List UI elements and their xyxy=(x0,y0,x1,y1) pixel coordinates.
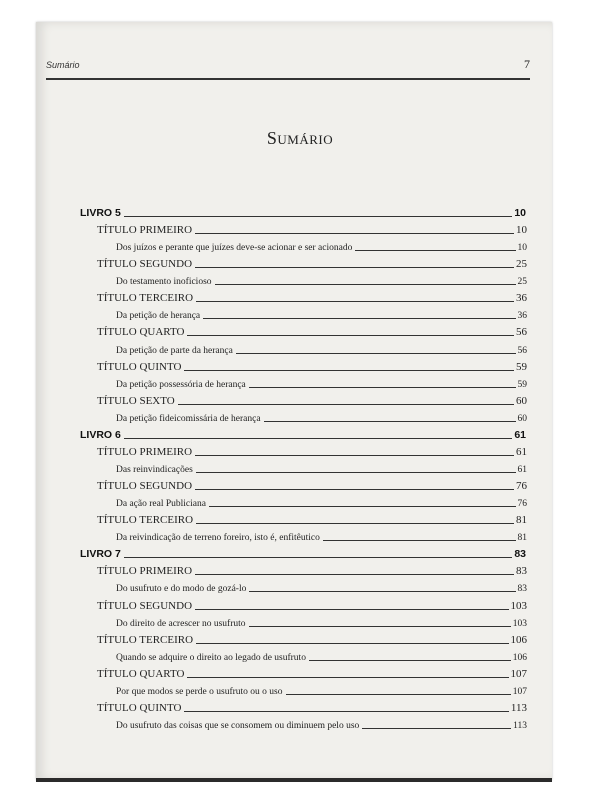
toc-entry-label: LIVRO 6 xyxy=(80,428,121,441)
toc-entry-page: 25 xyxy=(516,258,527,271)
toc-leader-line xyxy=(249,387,516,388)
toc-entry-cap xyxy=(116,307,527,321)
toc-entry-cap xyxy=(116,461,527,475)
toc-entry-page: 103 xyxy=(512,618,527,629)
toc-entry-titulo xyxy=(97,478,527,492)
toc-entry-titulo xyxy=(97,290,527,304)
toc-entry-label: TÍTULO PRIMEIRO xyxy=(97,565,193,578)
toc-entry-titulo xyxy=(97,359,527,373)
toc-entry-titulo xyxy=(97,444,527,458)
toc-leader-line xyxy=(195,233,514,234)
toc-leader-line xyxy=(195,489,514,490)
toc-entry-cap xyxy=(116,376,527,390)
toc-leader-line xyxy=(178,404,514,405)
toc-entry-label: TÍTULO SEGUNDO xyxy=(97,480,193,493)
toc-entry-label: Do usufruto e do modo de gozá-lo xyxy=(116,584,247,595)
toc-entry-cap xyxy=(116,342,527,356)
page-number: 7 xyxy=(524,57,530,71)
toc-entry-page: 61 xyxy=(517,465,527,475)
toc-entry-label: Quando se adquire o direito ao legado de usufruto xyxy=(116,652,306,663)
toc-entry-label: TÍTULO SEXTO xyxy=(97,394,175,407)
toc-entry-titulo xyxy=(97,563,527,577)
toc-entry-titulo xyxy=(97,256,527,270)
toc-entry-label: TÍTULO QUARTO xyxy=(97,667,185,680)
toc-entry-livro xyxy=(80,205,526,219)
toc-entry-cap xyxy=(116,717,527,731)
toc-entry-titulo xyxy=(97,512,527,526)
toc-leader-line xyxy=(195,267,514,268)
toc-entry-label: Da petição de herança xyxy=(116,311,201,322)
toc-leader-line xyxy=(249,626,511,627)
toc-entry-cap xyxy=(116,410,527,424)
toc-entry-page: 56 xyxy=(516,326,527,339)
toc-leader-line xyxy=(249,591,515,592)
toc-entry-cap xyxy=(116,683,527,697)
toc-entry-cap xyxy=(116,615,527,629)
toc-leader-line xyxy=(184,711,508,712)
toc-entry-label: Da petição fideicomissária de herança xyxy=(116,413,261,424)
toc-leader-line xyxy=(196,523,514,524)
toc-entry-page: 10 xyxy=(517,243,527,254)
toc-entry-titulo xyxy=(97,700,527,714)
toc-entry-cap xyxy=(116,649,527,663)
toc-entry-label: TÍTULO TERCEIRO xyxy=(97,292,194,305)
toc-entry-label: Por que modos se perde o usufruto ou o uso xyxy=(116,686,283,697)
toc-leader-line xyxy=(203,318,515,319)
toc-entry-cap xyxy=(116,495,527,509)
toc-entry-page: 113 xyxy=(513,721,527,731)
toc-entry-label: LIVRO 7 xyxy=(80,548,121,561)
toc-leader-line xyxy=(215,284,516,285)
toc-entry-page: 36 xyxy=(517,311,527,322)
toc-leader-line xyxy=(264,421,516,422)
toc-entry-label: TÍTULO PRIMEIRO xyxy=(97,224,193,237)
toc-entry-titulo xyxy=(97,324,527,338)
toc-entry-page: 60 xyxy=(516,394,527,407)
toc-entry-page: 83 xyxy=(516,565,527,578)
toc-leader-line xyxy=(196,301,514,302)
toc-leader-line xyxy=(236,353,516,354)
toc-entry-page: 61 xyxy=(516,445,527,458)
toc-entry-cap xyxy=(116,529,527,543)
toc-entry-page: 83 xyxy=(514,548,526,561)
toc-leader-line xyxy=(309,660,511,661)
toc-entry-page: 81 xyxy=(517,533,527,544)
toc-entry-titulo xyxy=(97,632,527,646)
toc-leader-line xyxy=(355,250,515,251)
toc-entry-titulo xyxy=(97,222,527,236)
toc-entry-titulo xyxy=(97,393,527,407)
toc-entry-label: Das reinvindicações xyxy=(116,465,193,475)
toc-entry-page: 106 xyxy=(510,633,527,646)
toc-entry-label: TÍTULO SEGUNDO xyxy=(97,258,193,271)
toc-entry-label: TÍTULO SEGUNDO xyxy=(97,599,193,612)
toc-entry-page: 81 xyxy=(516,514,527,527)
toc-entry-label: TÍTULO QUARTO xyxy=(97,326,185,339)
toc-entry-label: TÍTULO QUINTO xyxy=(97,360,182,373)
toc-leader-line xyxy=(323,540,516,541)
toc-entry-label: Da ação real Publiciana xyxy=(116,499,206,510)
toc-leader-line xyxy=(184,370,514,371)
toc-entry-label: Do testamento inoficioso xyxy=(116,277,212,288)
toc-leader-line xyxy=(195,574,514,575)
toc-entry-cap xyxy=(116,580,527,594)
toc-leader-line xyxy=(286,694,511,695)
toc-leader-line xyxy=(124,438,512,439)
toc-entry-page: 76 xyxy=(517,499,527,510)
toc-entry-livro xyxy=(80,427,526,441)
toc-entry-page: 56 xyxy=(517,345,527,356)
toc-entry-page: 113 xyxy=(510,701,527,714)
toc-entry-page: 106 xyxy=(512,652,527,663)
toc-entry-page: 10 xyxy=(514,207,526,219)
toc-entry-cap xyxy=(116,273,527,287)
toc-entry-cap xyxy=(116,239,527,253)
toc-entry-label: TÍTULO PRIMEIRO xyxy=(97,445,193,458)
toc-entry-page: 59 xyxy=(516,360,527,373)
toc-leader-line xyxy=(187,335,514,336)
toc-entry-page: 59 xyxy=(517,379,527,390)
toc-entry-page: 107 xyxy=(512,686,527,697)
toc-entry-label: Dos juízos e perante que juízes deve-se acionar e ser acionado xyxy=(116,243,353,254)
toc-leader-line xyxy=(196,643,508,644)
toc-leader-line xyxy=(195,609,508,610)
toc-entry-label: TÍTULO QUINTO xyxy=(97,701,182,714)
toc-entry-page: 107 xyxy=(510,667,527,680)
toc-entry-label: Da reivindicação de terreno foreiro, isto é, enfitêutico xyxy=(116,533,320,544)
toc-leader-line xyxy=(187,677,508,678)
toc-leader-line xyxy=(124,216,512,217)
page-title: Sumário xyxy=(266,128,334,148)
toc-entry-livro xyxy=(80,546,526,560)
toc-entry-titulo xyxy=(97,598,527,612)
toc-entry-page: 76 xyxy=(516,480,527,493)
toc-entry-titulo xyxy=(97,666,527,680)
toc-entry-label: Da petição possessória de herança xyxy=(116,379,246,390)
toc-leader-line xyxy=(196,472,516,473)
toc-entry-page: 61 xyxy=(514,428,526,441)
toc-entry-label: Da petição de parte da herança xyxy=(116,345,233,356)
toc-leader-line xyxy=(195,455,514,456)
toc-entry-label: LIVRO 5 xyxy=(80,207,121,219)
toc-entry-label: Do direito de acrescer no usufruto xyxy=(116,618,246,629)
toc-leader-line xyxy=(362,728,511,729)
toc-entry-label: Do usufruto das coisas que se consomem ou diminuem pelo uso xyxy=(116,721,360,731)
toc-entry-page: 60 xyxy=(517,413,527,424)
toc-leader-line xyxy=(124,557,512,558)
toc-entry-label: TÍTULO TERCEIRO xyxy=(97,514,194,527)
toc-entry-page: 83 xyxy=(517,584,527,595)
toc-leader-line xyxy=(209,506,516,507)
toc-entry-page: 103 xyxy=(510,599,527,612)
running-head-section: Sumário xyxy=(46,60,80,70)
toc-entry-label: TÍTULO TERCEIRO xyxy=(97,633,194,646)
toc-entry-page: 25 xyxy=(517,277,527,288)
toc-entry-page: 36 xyxy=(516,292,527,305)
toc-entry-page: 10 xyxy=(516,224,527,237)
